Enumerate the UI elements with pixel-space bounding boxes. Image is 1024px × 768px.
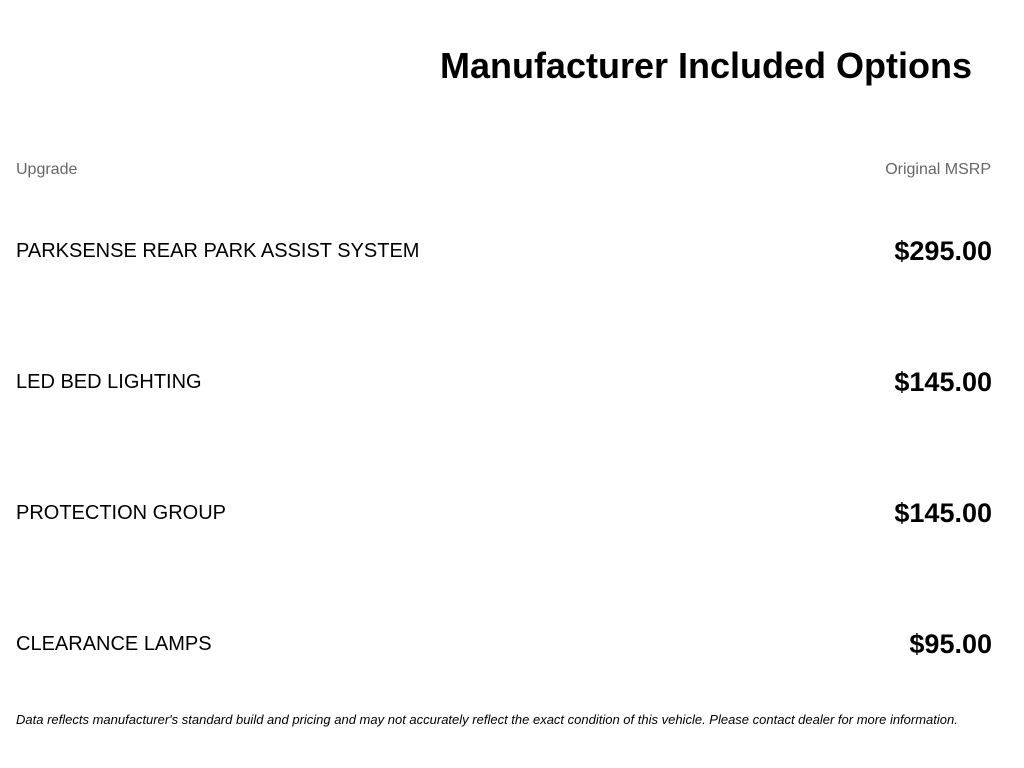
option-row [16, 362, 992, 402]
page-title: Manufacturer Included Options [439, 45, 972, 86]
option-price: $295.00 [894, 236, 992, 266]
option-name: LED BED LIGHTING [16, 371, 202, 393]
msrp-column-header: Original MSRP [885, 161, 991, 178]
option-price: $95.00 [909, 629, 992, 659]
upgrade-column-header: Upgrade [16, 161, 78, 178]
option-name: PROTECTION GROUP [16, 502, 227, 524]
option-price: $145.00 [894, 367, 992, 397]
option-price: $145.00 [894, 498, 992, 528]
option-name: CLEARANCE LAMPS [16, 633, 212, 655]
option-row [16, 624, 992, 664]
option-row [16, 493, 992, 533]
option-row [16, 231, 992, 271]
option-name: PARKSENSE REAR PARK ASSIST SYSTEM [16, 240, 420, 262]
disclaimer-text: Data reflects manufacturer's standard build and pricing and may not accurately reflect the exact condition of this vehicle. Please contact dealer for more information. [16, 712, 958, 727]
